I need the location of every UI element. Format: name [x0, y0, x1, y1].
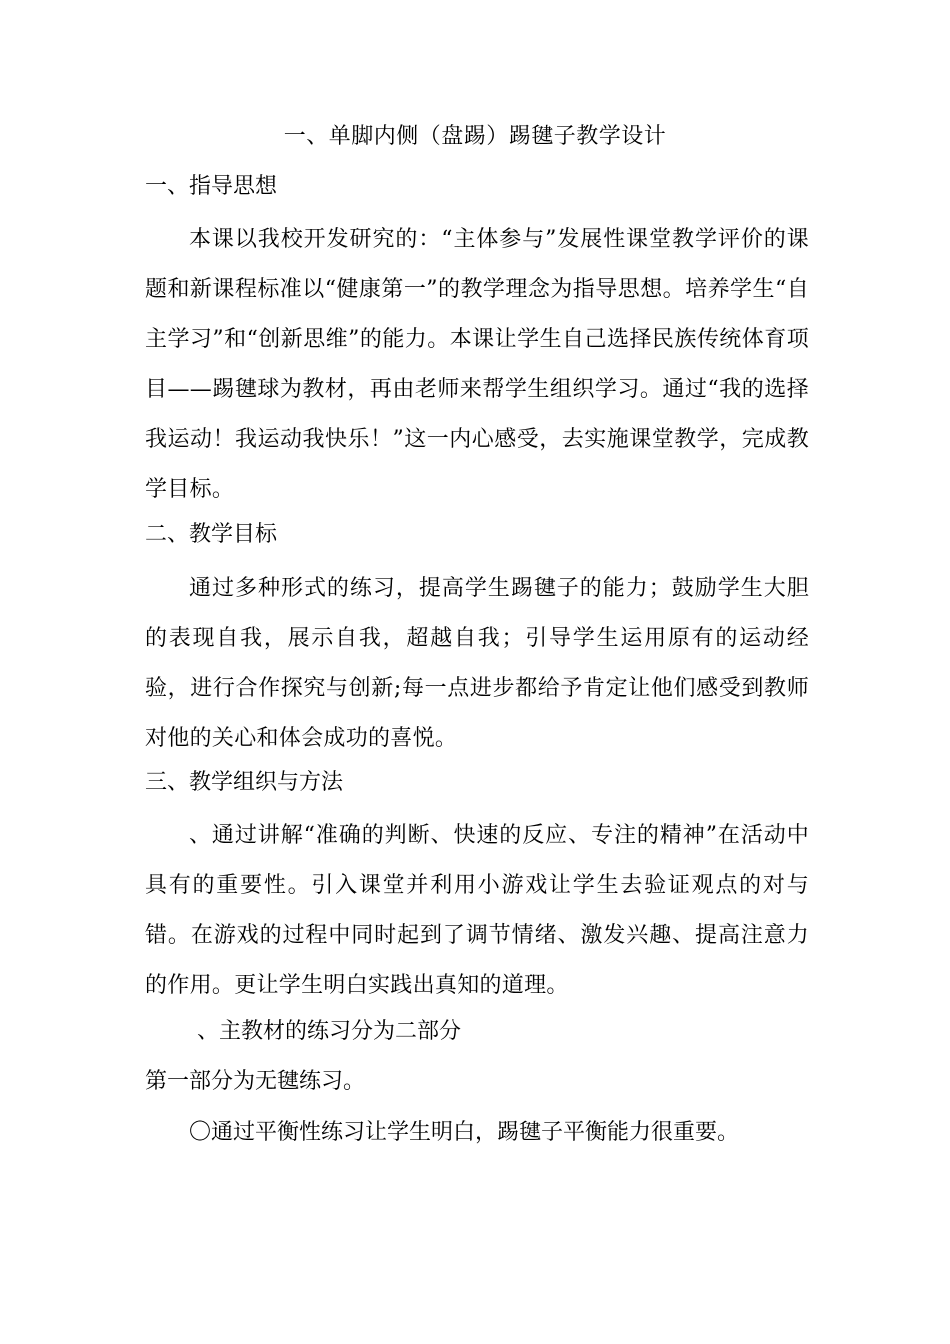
line-part-one: 第一部分为无毽练习。: [145, 1069, 366, 1094]
section-heading-organization-methods: 三、教学组织与方法: [145, 770, 344, 795]
section-paragraph-guiding-thought: 本课以我校开发研究的：“主体参与”发展性课堂教学评价的课题和新课程标准以“健康第一”的教学理念为指导思想。培养学生“自主学习”和“创新思维”的能力。本课让学生自己选择民族传统体育项目——踢毽球为教材，再由老师来帮学生组织学习。通过“我的选择我运动！我运动我快乐！”这一内心感受，去实施课堂教学，完成教学目标。: [145, 227, 809, 502]
section-paragraph-organization-methods: 、通过讲解“准确的判断、快速的反应、专注的精神”在活动中具有的重要性。引入课堂并利用小游戏让学生去验证观点的对与错。在游戏的过程中同时起到了调节情绪、激发兴趣、提高注意力的作用。更让学生明白实践出真知的道理。: [145, 823, 809, 998]
line-balance-practice: 〇通过平衡性练习让学生明白，踢毽子平衡能力很重要。: [189, 1120, 740, 1145]
section-heading-guiding-thought: 一、指导思想: [145, 174, 278, 199]
section-paragraph-teaching-goals: 通过多种形式的练习，提高学生踢毽子的能力；鼓励学生大胆的表现自我，展示自我，超越自我；引导学生运用原有的运动经验，进行合作探究与创新;每一点进步都给予肯定让他们感受到教师对他的关心和体会成功的喜悦。: [145, 576, 809, 751]
line-main-material: 、主教材的练习分为二部分: [197, 1019, 462, 1044]
section-heading-teaching-goals: 二、教学目标: [145, 522, 278, 547]
document-title: 一、单脚内侧（盘踢）踢毽子教学设计: [283, 124, 667, 149]
